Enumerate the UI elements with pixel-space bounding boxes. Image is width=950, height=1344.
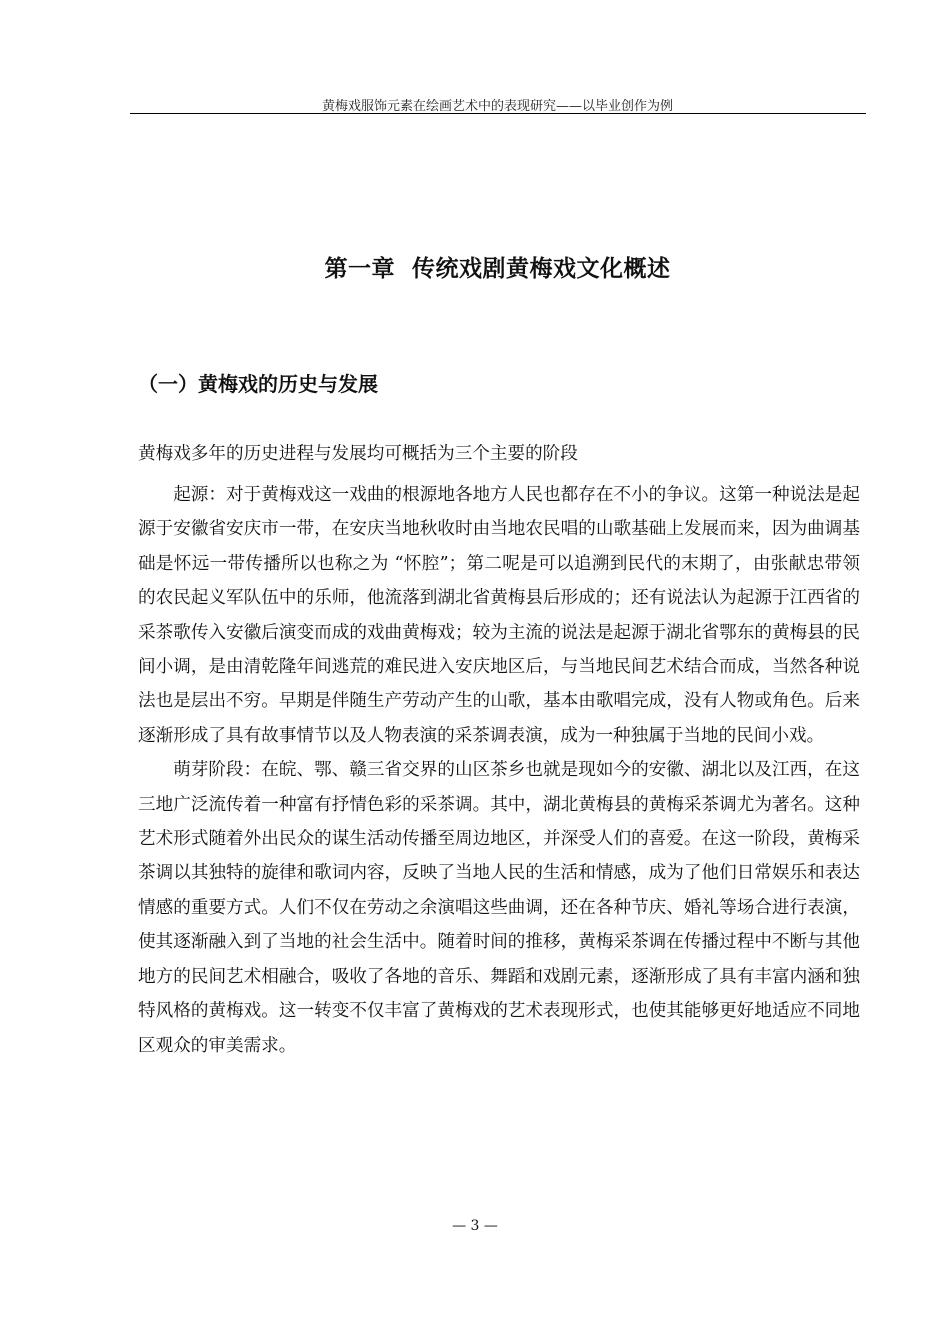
- body-text: [138, 478, 860, 1063]
- paragraph-origin: 起源：对于黄梅戏这一戏曲的根源地各地方人民也都存在不小的争议。这第一种说法是起源于安徽省安庆市一带，在安庆当地秋收时由当地农民唱的山歌基础上发展而来，因为曲调基础是怀远一带传播所以也称之为 “怀腔”；第二呢是可以追溯到民代的末期了，由张献忠带领的农民起义军队伍中的乐师，他流落到湖北省黄梅县后形成的；还有说法认为起源于江西省的采茶歌传入安徽后演变而成的戏曲黄梅戏；较为主流的说法是起源于湖北省鄂东的黄梅县的民间小调，是由清乾隆年间逃荒的难民进入安庆地区后，与当地民间艺术结合而成，当然各种说法也是层出不穷。早期是伴随生产劳动产生的山歌，基本由歌唱完成，没有人物或角色。后来逐渐形成了具有故事情节以及人物表演的采茶调表演，成为一种独属于当地的民间小戏。: [138, 485, 860, 746]
- intro-paragraph: 黄梅戏多年的历史进程与发展均可概括为三个主要的阶段: [138, 444, 578, 464]
- intro-block: [138, 437, 860, 471]
- chapter-title: 第一章 传统戏剧黄梅戏文化概述: [324, 256, 671, 282]
- section-title: （一）黄梅戏的历史与发展: [138, 372, 378, 396]
- paragraph-budding-stage: 萌芽阶段：在皖、鄂、赣三省交界的山区茶乡也就是现如今的安徽、湖北以及江西，在这三地广泛流传着一种富有抒情色彩的采茶调。其中，湖北黄梅县的黄梅采茶调尤为著名。这种艺术形式随着外出民众的谋生活动传播至周边地区，并深受人们的喜爱。在这一阶段，黄梅采茶调以其独特的旋律和歌词内容，反映了当地人民的生活和情感，成为了他们日常娱乐和表达情感的重要方式。人们不仅在劳动之余演唱这些曲调，还在各种节庆、婚礼等场合进行表演，使其逐渐融入到了当地的社会生活中。随着时间的推移，黄梅采茶调在传播过程中不断与其他地方的民间艺术相融合，吸收了各地的音乐、舞蹈和戏剧元素，逐渐形成了具有丰富内涵和独特风格的黄梅戏。这一转变不仅丰富了黄梅戏的艺术表现形式，也使其能够更好地适应不同地区观众的审美需求。: [138, 760, 860, 1056]
- page-number: — 3 —: [452, 1218, 498, 1234]
- running-header: 黄梅戏服饰元素在绘画艺术中的表现研究——以毕业创作为例: [321, 99, 673, 114]
- header-rule: [130, 113, 866, 114]
